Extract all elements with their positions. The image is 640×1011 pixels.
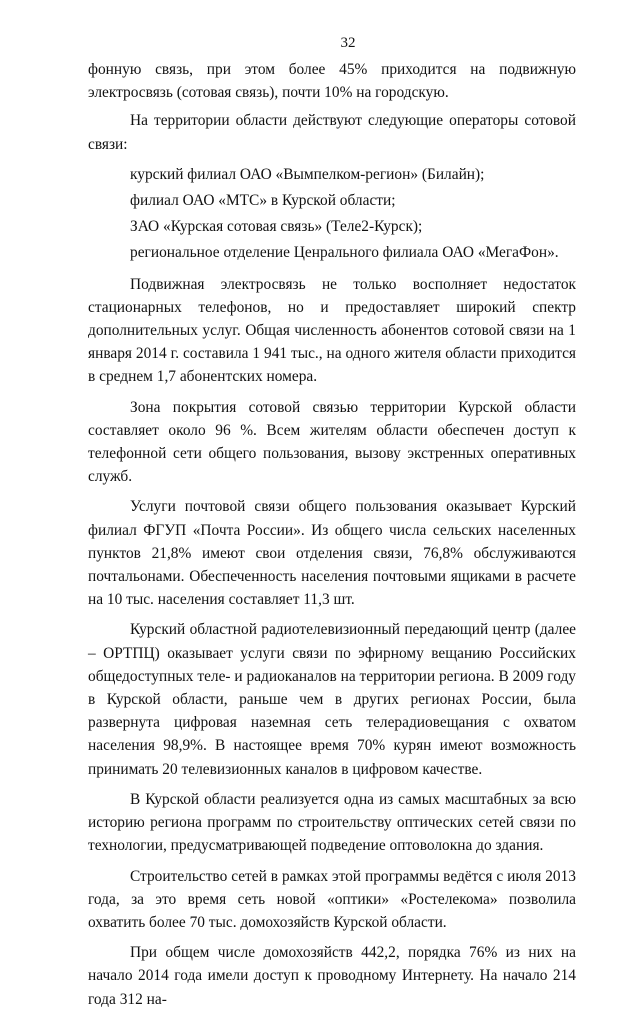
postal-services-paragraph: Услуги почтовой связи общего пользования оказывает Курский филиал ФГУП «Почта России». Из общего числа сельских населенных пунктов 21,8% имеют свои отделения связи, 76,8% обслуживаются почтальонами. Обеспеченность населения почтовыми ящиками в расчете на 10 тыс. населения составляет 11,3 шт. bbox=[88, 498, 576, 609]
intro-paragraph: фонную связь, при этом более 45% приходится на подвижную электросвязь (сотовая связь), почти 10% на городскую. bbox=[88, 61, 576, 102]
body-text bbox=[88, 58, 576, 1011]
page-number: 32 bbox=[340, 35, 356, 51]
operators-list bbox=[88, 163, 576, 265]
operator-item: ЗАО «Курская сотовая связь» (Теле2-Курск); bbox=[130, 218, 423, 236]
broadcasting-paragraph: Курский областной радиотелевизионный передающий центр (далее – ОРТПЦ) оказывает услуги связи по эфирному вещанию Российских общедоступных теле- и радиоканалов на территории региона. В 2009 году в Курской области, раньше чем в других регионах России, была развернута цифровая наземная сеть телерадиовещания с охватом населения 98,9%. В настоящее время 70% курян имеют возможность принимать 20 телевизионных каналов в цифровом качестве. bbox=[88, 621, 576, 778]
optical-program-paragraph: В Курской области реализуется одна из самых масштабных за всю историю региона программ по строительству оптических сетей связи по технологии, предусматривающей подведение оптоволокна до здания. bbox=[88, 790, 576, 855]
operator-item: региональное отделение Ценрального филиала ОАО «МегаФон». bbox=[130, 244, 559, 262]
mobile-subscribers-paragraph: Подвижная электросвязь не только восполняет недостаток стационарных телефонов, но и предоставляет широкий спектр дополнительных услуг. Общая численность абонентов сотовой связи на 1 января 2014 г. составила 1 941 тыс., на одного жителя области приходится в среднем 1,7 абонентских номера. bbox=[88, 275, 576, 386]
operator-item: филиал ОАО «МТС» в Курской области; bbox=[130, 192, 396, 210]
operators-intro: На территории области действуют следующие операторы сотовой связи: bbox=[88, 112, 576, 153]
operator-item: курский филиал ОАО «Вымпелком-регион» (Билайн); bbox=[130, 165, 485, 183]
coverage-paragraph: Зона покрытия сотовой связью территории Курской области составляет около 96 %. Всем жителям области обеспечен доступ к телефонной сети общего пользования, вызову экстренных оперативных служб. bbox=[88, 398, 576, 486]
construction-paragraph: Строительство сетей в рамках этой программы ведётся с июля 2013 года, за это время сеть новой «оптики» «Ростелекома» позволила охватить более 70 тыс. домохозяйств Курской области. bbox=[88, 867, 576, 931]
internet-access-paragraph: При общем числе домохозяйств 442,2, порядка 76% из них на начало 2014 года имели доступ к проводному Интернету. На начало 214 года 312 на- bbox=[88, 944, 576, 1008]
